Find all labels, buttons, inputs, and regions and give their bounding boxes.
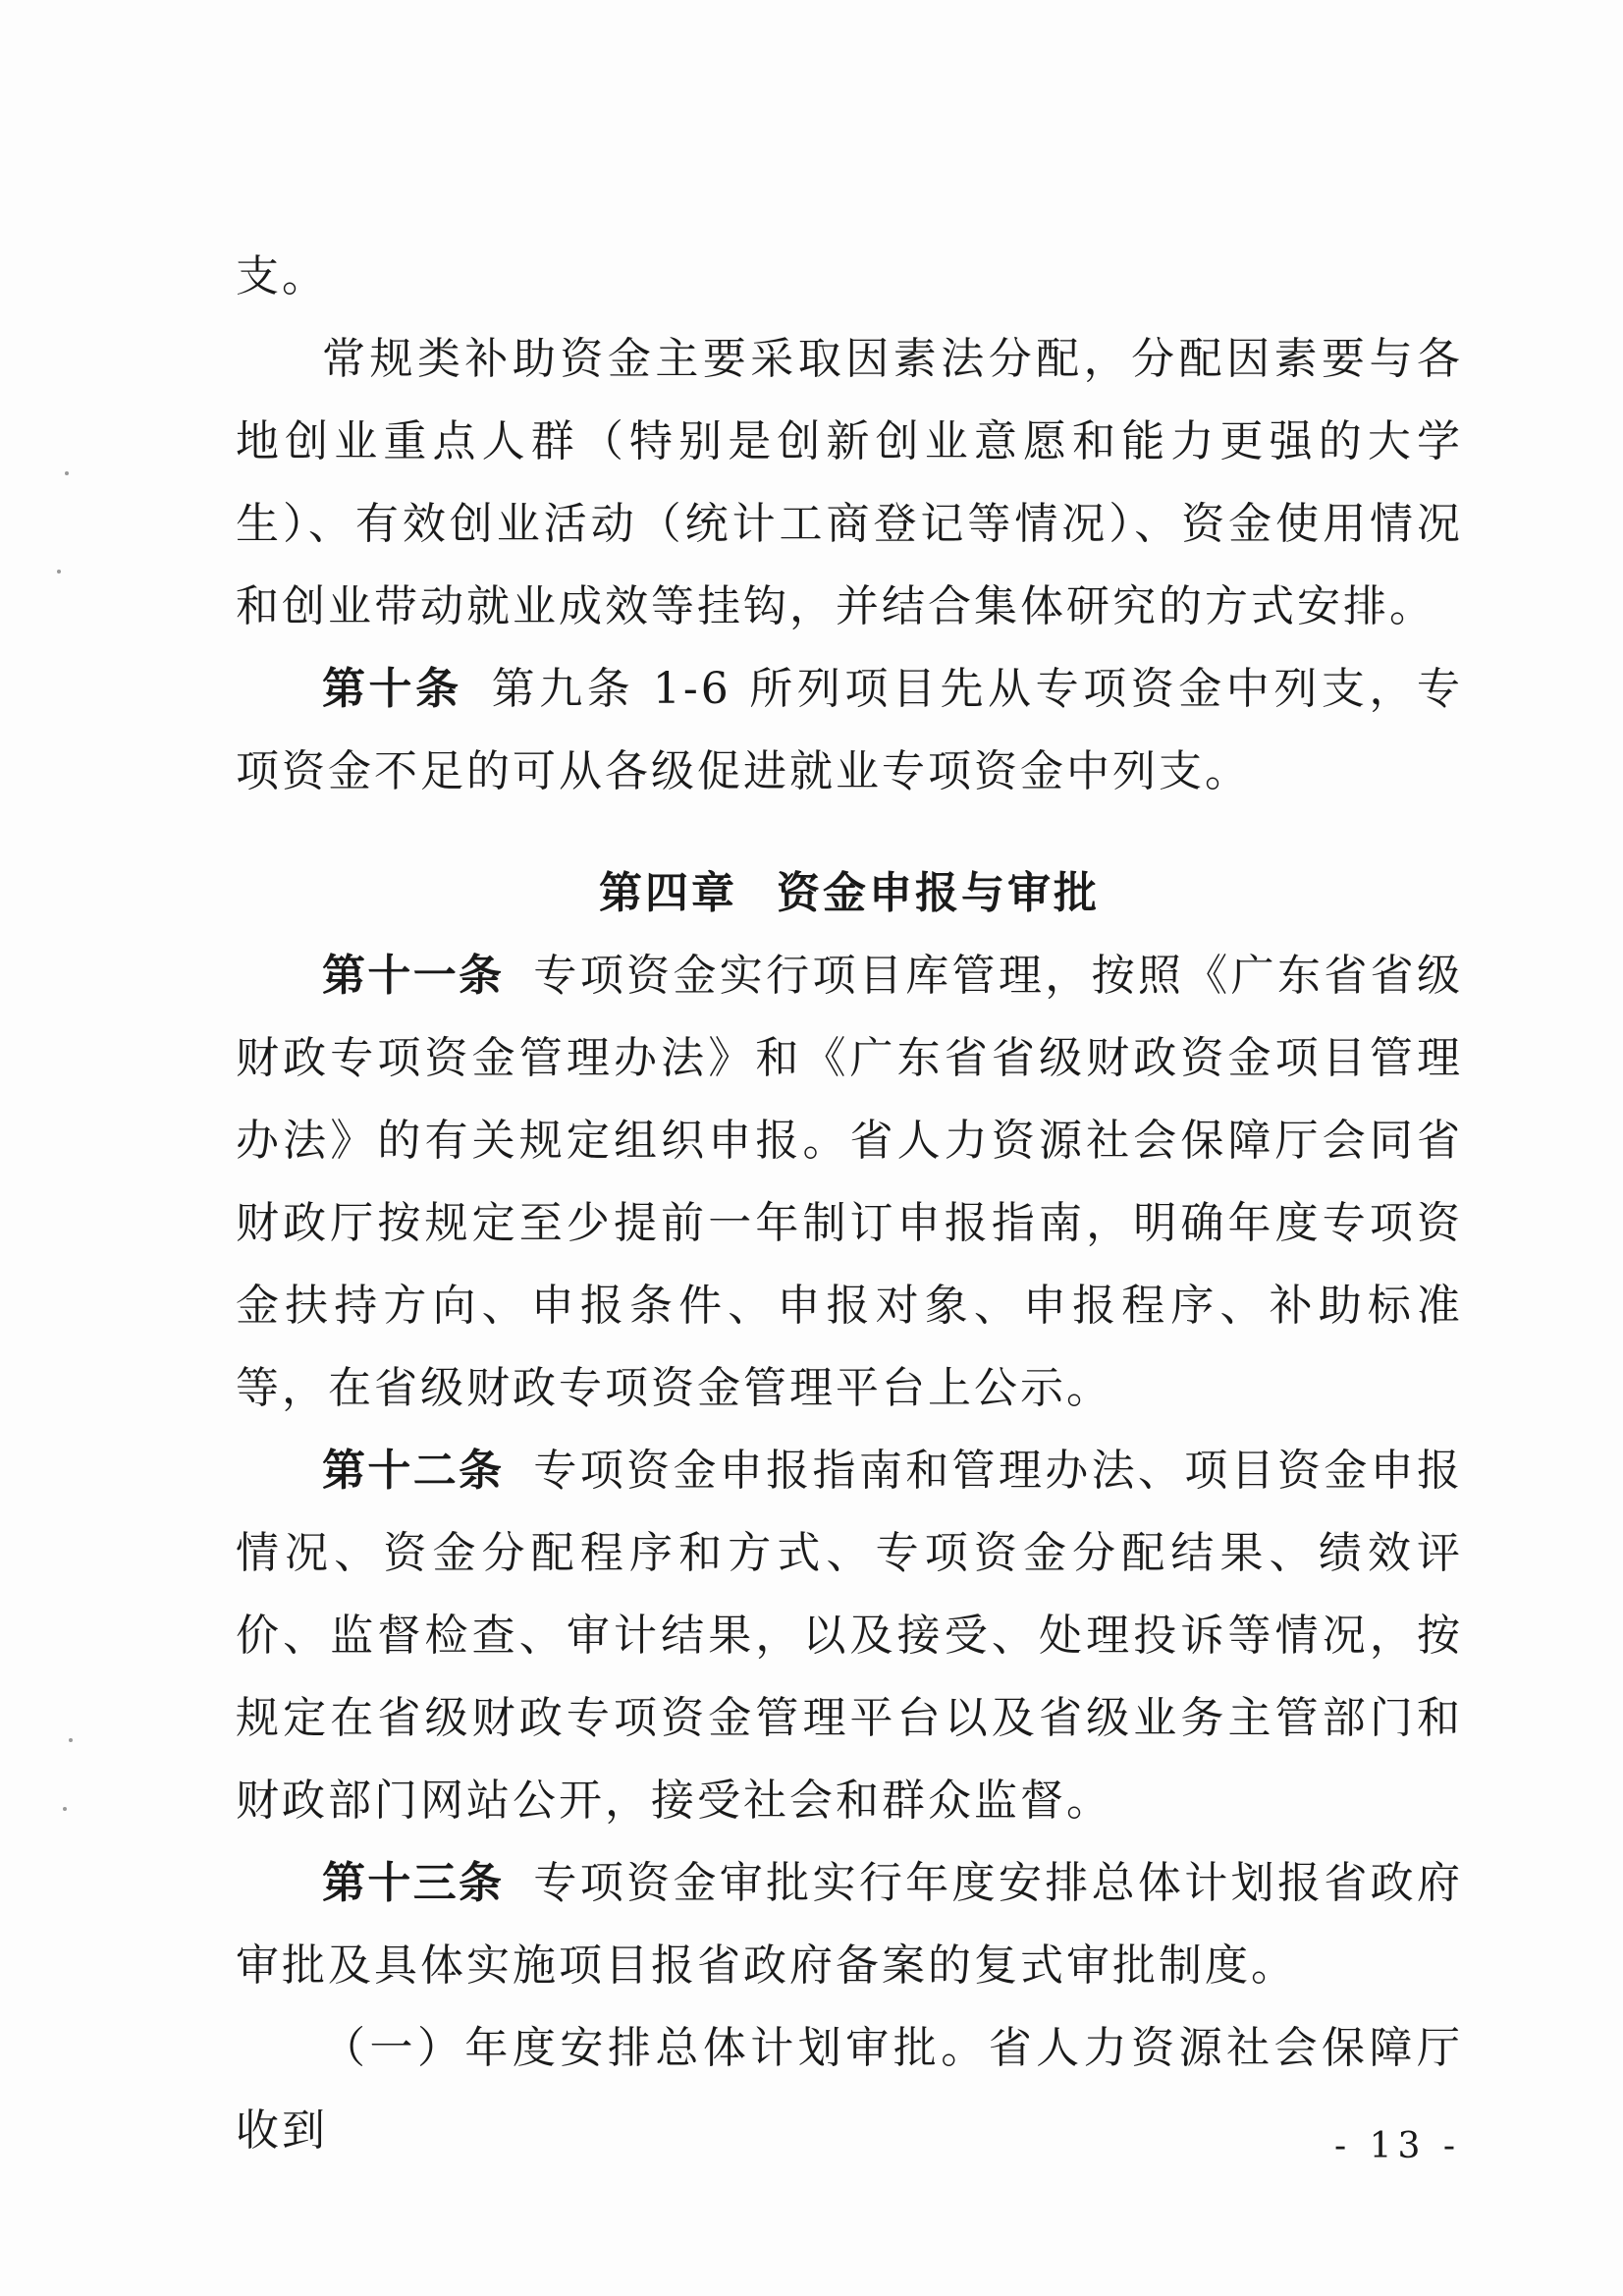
article-10 <box>236 648 1463 813</box>
document-body <box>236 236 1463 2172</box>
chapter-heading <box>236 852 1463 935</box>
article-13-label: 第十三条 <box>322 1858 505 1908</box>
paragraph-continuation: 支。 <box>236 251 328 301</box>
article-12-label: 第十二条 <box>322 1446 505 1496</box>
article-11-text: 专项资金实行项目库管理，按照《广东省省级财政专项资金管理办法》和《广东省省级财政资金项目管理办法》的有关规定组织申报。省人力资源社会保障厅会同省财政厅按规定至少提前一年制订申报指南，明确年度专项资金扶持方向、申报条件、申报对象、申报程序、补助标准等，在省级财政专项资金管理平台上公示。 <box>236 951 1464 1413</box>
page-number: - 13 - <box>1333 2126 1461 2166</box>
chapter-title: 资金申报与审批 <box>777 868 1100 918</box>
article-10-label: 第十条 <box>322 664 462 714</box>
paragraph-allocation: 常规类补助资金主要采取因素法分配，分配因素要与各地创业重点人群（特别是创新创业意愿和能力更强的大学生）、有效创业活动（统计工商登记等情况）、资金使用情况和创业带动就业成效等挂钩，并结合集体研究的方式安排。 <box>236 334 1463 631</box>
paragraph-annual-plan: （一）年度安排总体计划审批。省人力资源社会保障厅收到 <box>236 2023 1463 2156</box>
scan-speck <box>65 471 69 475</box>
scan-speck <box>63 1807 67 1811</box>
scan-speck <box>69 1738 73 1742</box>
article-13 <box>236 1842 1463 2007</box>
article-12-text: 专项资金申报指南和管理办法、项目资金申报情况、资金分配程序和方式、专项资金分配结果、绩效评价、监督检查、审计结果，以及接受、处理投诉等情况，按规定在省级财政专项资金管理平台以及省级业务主管部门和财政部门网站公开，接受社会和群众监督。 <box>236 1446 1464 1826</box>
article-11-label: 第十一条 <box>322 951 505 1001</box>
article-11 <box>236 935 1463 1430</box>
scan-speck <box>57 570 61 574</box>
chapter-number: 第四章 <box>599 868 737 918</box>
article-10-text: 第九条 1-6 所列项目先从专项资金中列支，专项资金不足的可从各级促进就业专项资金中列支。 <box>236 664 1464 796</box>
article-13-text: 专项资金审批实行年度安排总体计划报省政府审批及具体实施项目报省政府备案的复式审批制度。 <box>236 1858 1464 1991</box>
article-12 <box>236 1430 1463 1842</box>
